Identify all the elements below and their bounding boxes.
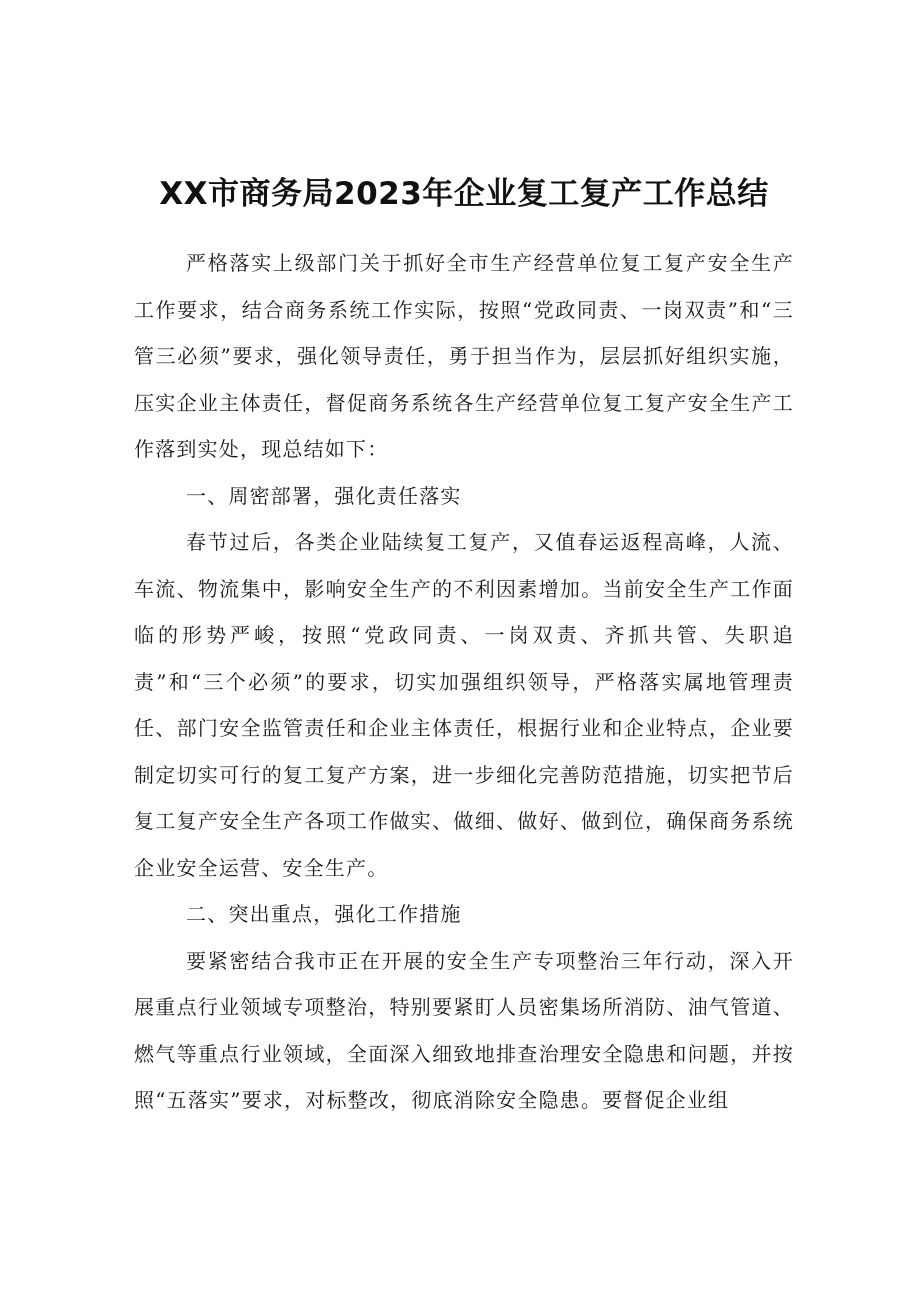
document-title: XX市商务局2023年企业复工复产工作总结 bbox=[159, 176, 769, 212]
section-2-paragraph: 要紧密结合我市正在开展的安全生产专项整治三年行动，深入开展重点行业领域专项整治，特别要紧盯人员密集场所消防、油气管道、燃气等重点行业领域，全面深入细致地排查治理安全隐患和问题，并按照“五落实”要求，对标整改，彻底消除安全隐患。要督促企业组 bbox=[134, 948, 794, 1112]
section-1-paragraph: 春节过后，各类企业陆续复工复产，又值春运返程高峰，人流、车流、物流集中，影响安全生产的不利因素增加。当前安全生产工作面临的形势严峻，按照“党政同责、一岗双责、齐抓共管、失职追责”和“三个必须”的要求，切实加强组织领导，严格落实属地管理责任、部门安全监管责任和企业主体责任，根据行业和企业特点，企业要制定切实可行的复工复产方案，进一步细化完善防范措施，切实把节后复工复产安全生产各项工作做实、做细、做好、做到位，确保商务系统企业安全运营、安全生产。 bbox=[134, 530, 794, 880]
intro-paragraph: 严格落实上级部门关于抓好全市生产经营单位复工复产安全生产工作要求，结合商务系统工作实际，按照“党政同责、一岗双责”和“三管三必须”要求，强化领导责任，勇于担当作为，层层抓好组织实施，压实企业主体责任，督促商务系统各生产经营单位复工复产安全生产工作落到实处，现总结如下： bbox=[134, 251, 794, 461]
document-body bbox=[134, 240, 794, 1124]
section-1-heading: 一、周密部署，强化责任落实 bbox=[186, 483, 462, 508]
section-2-heading: 二、突出重点，强化工作措施 bbox=[186, 902, 462, 926]
document-page bbox=[134, 166, 794, 1124]
